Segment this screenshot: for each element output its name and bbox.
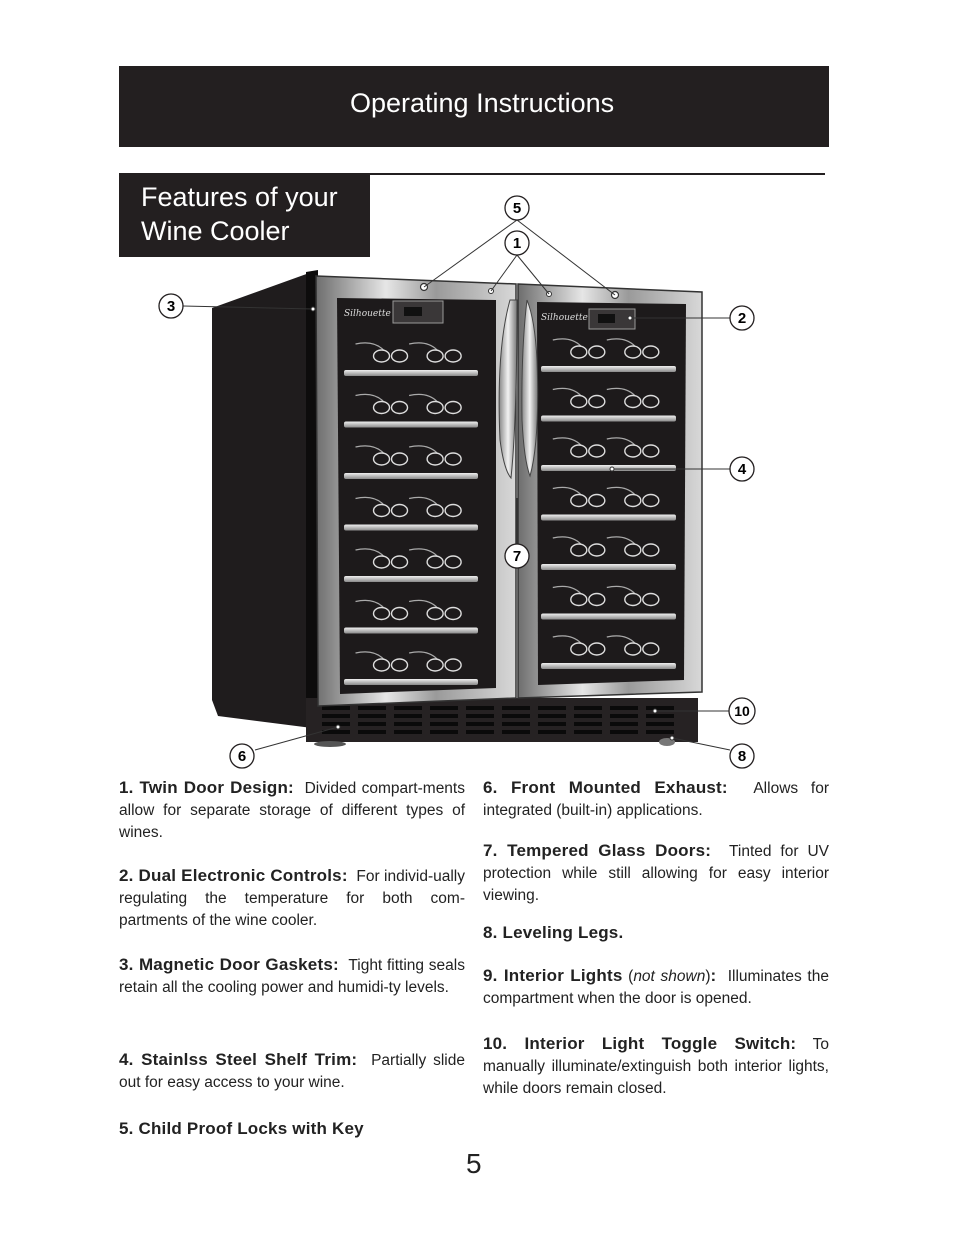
callout-7 <box>505 544 529 568</box>
cabinet-side <box>212 272 312 728</box>
feature-5-title: 5. Child Proof Locks with Key <box>119 1119 364 1138</box>
feature-8-title: 8. Leveling Legs. <box>483 923 624 942</box>
svg-text:1: 1 <box>512 235 522 252</box>
feature-10-title: 10. Interior Light Toggle Switch: <box>483 1034 797 1053</box>
feature-4 <box>119 1049 465 1094</box>
feature-8 <box>483 922 829 945</box>
feature-10-text: To manually illuminate/extinguish both interior lights, while doors remain closed. <box>483 1036 830 1097</box>
feature-5 <box>119 1118 465 1141</box>
feature-3 <box>119 954 465 999</box>
exhaust-grille <box>306 698 698 747</box>
callout-3 <box>159 294 183 318</box>
callout-8 <box>730 744 754 768</box>
svg-text:8: 8 <box>737 748 747 765</box>
feature-3-text: Tight fitting seals retain all the cooling power and humidi-ty levels. <box>119 957 465 996</box>
feature-9-paren-close: ) <box>705 968 711 985</box>
feature-2-text: For individ-ually regulating the temperature for both com-partments of the wine cooler. <box>119 868 465 929</box>
feature-9-title: 9. Interior Lights <box>483 966 623 985</box>
feature-6 <box>483 777 829 822</box>
feature-9 <box>483 965 829 1010</box>
callout-2 <box>730 306 754 330</box>
feature-7-text: Tinted for UV protection while still allowing for easy interior viewing. <box>483 843 829 904</box>
section-title-line1: Features of your <box>141 182 338 212</box>
feature-7-title: 7. Tempered Glass Doors: <box>483 841 712 860</box>
left-door <box>316 276 516 706</box>
feature-1-text: Divided compart-ments allow for separate storage of different types of wines. <box>119 780 465 841</box>
feature-9-text: Illuminates the compartment when the door is opened. <box>483 968 829 1007</box>
callout-1 <box>505 231 529 255</box>
feature-6-title: 6. Front Mounted Exhaust: <box>483 778 728 797</box>
svg-text:5: 5 <box>512 200 522 217</box>
feature-9-paren-open: ( <box>628 968 634 985</box>
svg-text:2: 2 <box>737 310 747 327</box>
callout-6 <box>230 744 254 768</box>
page-title: Operating Instructions <box>350 88 615 118</box>
feature-1-title: 1. Twin Door Design: <box>119 778 294 797</box>
left-logo: Silhouette <box>344 309 391 319</box>
feature-4-text: Partially slide out for easy access to your wine. <box>119 1052 465 1091</box>
svg-text:7: 7 <box>512 548 522 565</box>
svg-text:6: 6 <box>237 748 247 765</box>
right-door <box>518 284 702 698</box>
feature-1 <box>119 777 465 844</box>
feature-4-title: 4. Stainlss Steel Shelf Trim: <box>119 1050 358 1069</box>
feature-10 <box>483 1033 829 1100</box>
section-title-line2: Wine Cooler <box>141 216 290 246</box>
feature-2-title: 2. Dual Electronic Controls: <box>119 866 348 885</box>
feature-6-text: Allows for integrated (built-in) applications. <box>483 780 829 819</box>
callout-4 <box>730 457 754 481</box>
feature-9-note: not shown <box>633 968 706 985</box>
feature-7 <box>483 840 829 907</box>
callout-5 <box>505 196 529 220</box>
page-number: 5 <box>466 1148 482 1179</box>
svg-text:3: 3 <box>166 298 176 315</box>
feature-3-title: 3. Magnetic Door Gaskets: <box>119 955 339 974</box>
right-logo: Silhouette <box>541 313 588 323</box>
feature-9-colon: : <box>710 966 717 985</box>
feature-2 <box>119 865 465 932</box>
svg-text:10: 10 <box>734 703 750 719</box>
callout-10 <box>729 698 755 724</box>
svg-text:4: 4 <box>737 461 747 478</box>
